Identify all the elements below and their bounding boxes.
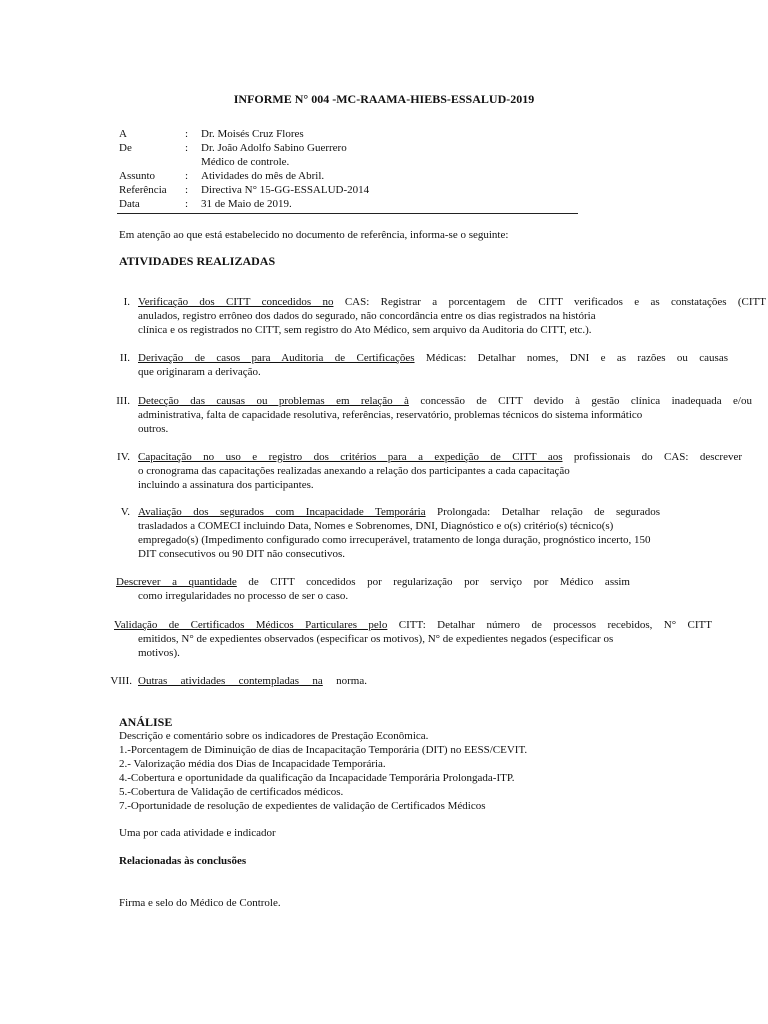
item-continuation: incluindo a assinatura dos participantes. bbox=[138, 479, 314, 491]
conclusions-heading: Relacionadas às conclusões bbox=[119, 855, 247, 867]
item-number: II. bbox=[119, 352, 130, 364]
item-continuation: DIT consecutivos ou 90 DIT não consecutivos. bbox=[138, 548, 346, 560]
section-heading: ATIVIDADES REALIZADAS bbox=[119, 254, 276, 268]
header-label-from: De bbox=[119, 142, 132, 154]
item-underlined: Capacitação no uso e registro dos critérios para a expedição de CITT aos bbox=[138, 451, 563, 463]
item-first-line bbox=[138, 296, 766, 310]
item-underlined: Outras atividades contempladas na bbox=[138, 675, 323, 687]
item-continuation: que originaram a derivação. bbox=[138, 366, 261, 378]
item-continuation: administrativa, falta de capacidade resolutiva, referências, reservatório, problemas técnicos do sistema informático bbox=[138, 409, 643, 421]
item-first-line bbox=[138, 451, 742, 465]
item-number: I. bbox=[123, 296, 130, 308]
item-continuation: emitidos, N° de expedientes observados (especificar os motivos), N° de expedientes negados (especificar os bbox=[138, 633, 614, 645]
item-continuation: empregado(s) (Impedimento configurado como irrecuperável, tratamento de longa duração, prognóstico incerto, 150 bbox=[138, 534, 651, 546]
item-underlined: Detecção das causas ou problemas em relação à bbox=[138, 395, 409, 407]
item-underlined: Validação de Certificados Médicos Particulares pelo bbox=[114, 619, 388, 631]
item-number: VIII. bbox=[110, 675, 132, 687]
header-value-date: 31 de Maio de 2019. bbox=[201, 198, 292, 210]
header-colon: : bbox=[185, 184, 189, 196]
item-text: Prolongada: Detalhar relação de segurados bbox=[425, 506, 660, 518]
item-continuation: clínica e os registrados no CITT, sem registro do Ato Médico, sem arquivo da Auditoria do CITT, etc.). bbox=[138, 324, 592, 336]
document-title: INFORME N° 004 -MC-RAAMA-HIEBS-ESSALUD-2019 bbox=[233, 92, 535, 106]
header-divider bbox=[117, 213, 578, 214]
item-text: CITT: Detalhar número de processos recebidos, N° CITT bbox=[387, 619, 712, 631]
item-first-line bbox=[138, 352, 728, 366]
analysis-note: Uma por cada atividade e indicador bbox=[119, 827, 276, 839]
item-continuation: o cronograma das capacitações realizadas anexando a relação dos participantes a cada capacitação bbox=[138, 465, 570, 477]
analysis-line: 1.-Porcentagem de Diminuição de dias de Incapacitação Temporária (DIT) no EESS/CEVIT. bbox=[119, 744, 528, 756]
header-colon: : bbox=[185, 170, 189, 182]
item-first-line bbox=[138, 506, 660, 520]
analysis-line: 7.-Oportunidade de resolução de expedientes de validação de Certificados Médicos bbox=[119, 800, 486, 812]
signature-line: Firma e selo do Médico de Controle. bbox=[119, 897, 281, 909]
header-colon: : bbox=[185, 142, 189, 154]
item-first-line bbox=[138, 395, 752, 409]
item-first-line bbox=[138, 675, 367, 689]
header-label-subject: Assunto bbox=[119, 170, 156, 182]
item-continuation: anulados, registro errôneo dos dados do segurado, não concordância entre os dias registrados na história bbox=[138, 310, 596, 322]
analysis-heading: ANÁLISE bbox=[119, 715, 173, 729]
item-text: Médicas: Detalhar nomes, DNI e as razões ou causas bbox=[414, 352, 728, 364]
item-text: norma. bbox=[322, 675, 367, 687]
item-underlined: Verificação dos CITT concedidos no bbox=[138, 296, 334, 308]
item-number: V. bbox=[120, 506, 130, 518]
item-number: III. bbox=[116, 395, 130, 407]
item-underlined: Avaliação dos segurados com Incapacidade Temporária bbox=[138, 506, 426, 518]
item-underlined: Derivação de casos para Auditoria de Certificações bbox=[138, 352, 415, 364]
item-number: IV. bbox=[117, 451, 130, 463]
analysis-line: 2.- Valorização média dos Dias de Incapacidade Temporária. bbox=[119, 758, 386, 770]
item-continuation: como irregularidades no processo de ser o caso. bbox=[138, 590, 349, 602]
header-value-role: Médico de controle. bbox=[201, 156, 290, 168]
item-text: de CITT concedidos por regularização por serviço por Médico assim bbox=[236, 576, 630, 588]
item-continuation: trasladados a COMECI incluindo Data, Nomes e Sobrenomes, DNI, Diagnóstico e o(s) critério(s) técnico(s) bbox=[138, 520, 614, 532]
header-label-date: Data bbox=[119, 198, 140, 210]
header-value-reference: Directiva N° 15-GG-ESSALUD-2014 bbox=[201, 184, 370, 196]
header-label-reference: Referência bbox=[119, 184, 167, 196]
header-value-to: Dr. Moisés Cruz Flores bbox=[201, 128, 304, 140]
analysis-line: 4.-Cobertura e oportunidade da qualificação da Incapacidade Temporária Prolongada-ITP. bbox=[119, 772, 515, 784]
analysis-line: 5.-Cobertura de Validação de certificados médicos. bbox=[119, 786, 344, 798]
item-text: concessão de CITT devido à gestão clínica inadequada e/ou bbox=[408, 395, 752, 407]
header-value-from: Dr. João Adolfo Sabino Guerrero bbox=[201, 142, 347, 154]
header-colon: : bbox=[185, 198, 189, 210]
analysis-line: Descrição e comentário sobre os indicadores de Prestação Econômica. bbox=[119, 730, 429, 742]
intro-text: Em atenção ao que está estabelecido no documento de referência, informa-se o seguinte: bbox=[119, 229, 509, 241]
header-label-to: A bbox=[119, 128, 127, 140]
item-text: profissionais do CAS: descrever bbox=[562, 451, 742, 463]
item-continuation: outros. bbox=[138, 423, 169, 435]
header-colon: : bbox=[185, 128, 189, 140]
item-underlined: Descrever a quantidade bbox=[116, 576, 237, 588]
header-value-subject: Atividades do mês de Abril. bbox=[201, 170, 325, 182]
item-continuation: motivos). bbox=[138, 647, 180, 659]
item-first-line bbox=[114, 619, 712, 633]
item-first-line bbox=[116, 576, 630, 590]
item-text: CAS: Registrar a porcentagem de CITT verificados e as constatações (CITT bbox=[333, 296, 766, 308]
